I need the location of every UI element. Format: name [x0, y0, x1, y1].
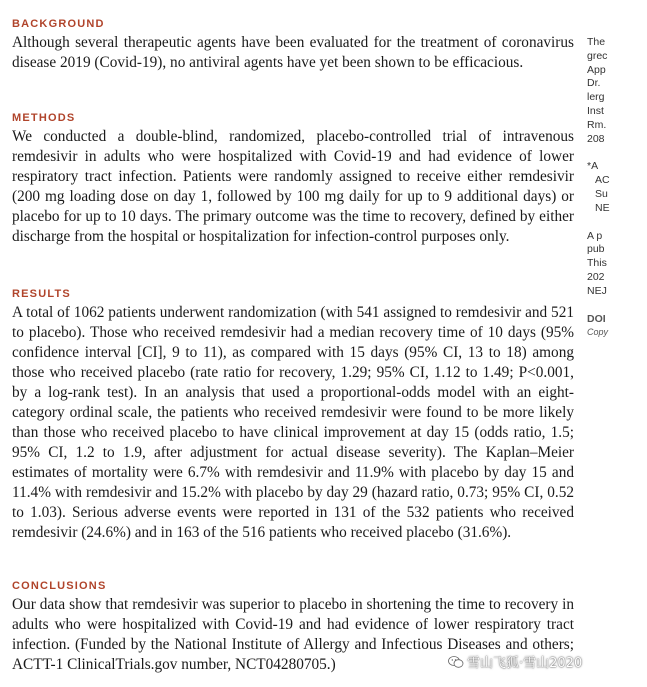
sidebar-line: 208	[587, 132, 605, 145]
results-section	[12, 286, 574, 543]
background-section	[12, 16, 574, 73]
sidebar-line: Rm.	[587, 118, 607, 131]
sidebar-gap	[587, 299, 647, 313]
sidebar-line: Inst	[587, 104, 604, 117]
sidebar-line: NE	[595, 201, 610, 214]
conclusions-heading: CONCLUSIONS	[12, 580, 107, 592]
sidebar-gap	[587, 216, 647, 230]
sidebar-line: Su	[595, 187, 608, 200]
results-heading: RESULTS	[12, 288, 71, 300]
sidebar-column	[587, 36, 647, 340]
methods-text: We conducted a double-blind, randomized, placebo-controlled trial of intravenous remdesivir in adults who were hospitalized with Covid-19 and had evidence of lower respiratory tract infection. Patients were randomly assigned to receive either remdesivir (200 mg loading dose on day 1, followed by 100 mg daily for up to 9 additional days) or placebo for up to 10 days. The primary outcome was the time to recovery, defined by either discharge from the hospital or hospitalization for infection-control purposes only.	[12, 128, 574, 245]
sidebar-line: Dr.	[587, 77, 601, 90]
conclusions-text: Our data show that remdesivir was superior to placebo in shortening the time to recovery in adults who were hospitalized with Covid-19 and had evidence of lower respiratory tract infection. (Funded by the National Institute of Allergy and Infectious Diseases and others; ACTT-1 ClinicalTrials.gov number, NCT04280705.)	[12, 596, 574, 673]
sidebar-line: grec	[587, 49, 608, 62]
results-text: A total of 1062 patients underwent randomization (with 541 assigned to remdesivir and 521 to placebo). Those who received remdesivir had a median recovery time of 10 days (95% confidence interval [CI], 9 to 11), as compared with 15 days (95% CI, 13 to 18) among those who received placebo (rate ratio for recovery, 1.29; 95% CI, 1.12 to 1.49; P<0.001, by a log-rank test). In an analysis that used a proportional-odds model with an eight-category ordinal scale, the patients who received remdesivir were found to be more likely than those who received placebo to have clinical improvement at day 15 (odds ratio, 1.5; 95% CI, 1.2 to 1.9, after adjustment for actual disease severity). The Kaplan–Meier estimates of mortality were 6.7% with remdesivir and 11.9% with placebo by day 15 and 11.4% with remdesivir and 15.2% with placebo by day 29 (hazard ratio, 0.73; 95% CI, 0.52 to 1.03). Serious adverse events were reported in 131 of the 532 patients who received remdesivir (24.6%) and in 163 of the 516 patients who received placebo (31.6%).	[12, 304, 574, 541]
sidebar-gap	[587, 146, 647, 160]
sidebar-line: lerg	[587, 91, 605, 104]
sidebar-line: This	[587, 257, 607, 270]
watermark-text: 雪山飞狐·雪山2020	[467, 656, 583, 671]
watermark	[448, 652, 582, 671]
background-heading: BACKGROUND	[12, 18, 105, 30]
methods-heading: METHODS	[12, 112, 76, 124]
sidebar-line: The	[587, 36, 606, 48]
copyright-text: Copy	[587, 327, 609, 338]
doi-label: DOI	[587, 312, 606, 325]
sidebar-line: NEJ	[587, 284, 607, 297]
sidebar-line: 202	[587, 270, 605, 283]
background-text: Although several therapeutic agents have been evaluated for the treatment of coronavirus disease 2019 (Covid-19), no antiviral agents have yet been shown to be efficacious.	[12, 34, 574, 71]
sidebar-line: AC	[595, 174, 610, 187]
sidebar-line: A p	[587, 229, 603, 242]
sidebar-line: App	[587, 63, 606, 76]
sidebar-line: *A	[587, 160, 599, 173]
wechat-icon	[448, 655, 464, 669]
sidebar-line: pub	[587, 243, 605, 256]
methods-section	[12, 110, 574, 247]
